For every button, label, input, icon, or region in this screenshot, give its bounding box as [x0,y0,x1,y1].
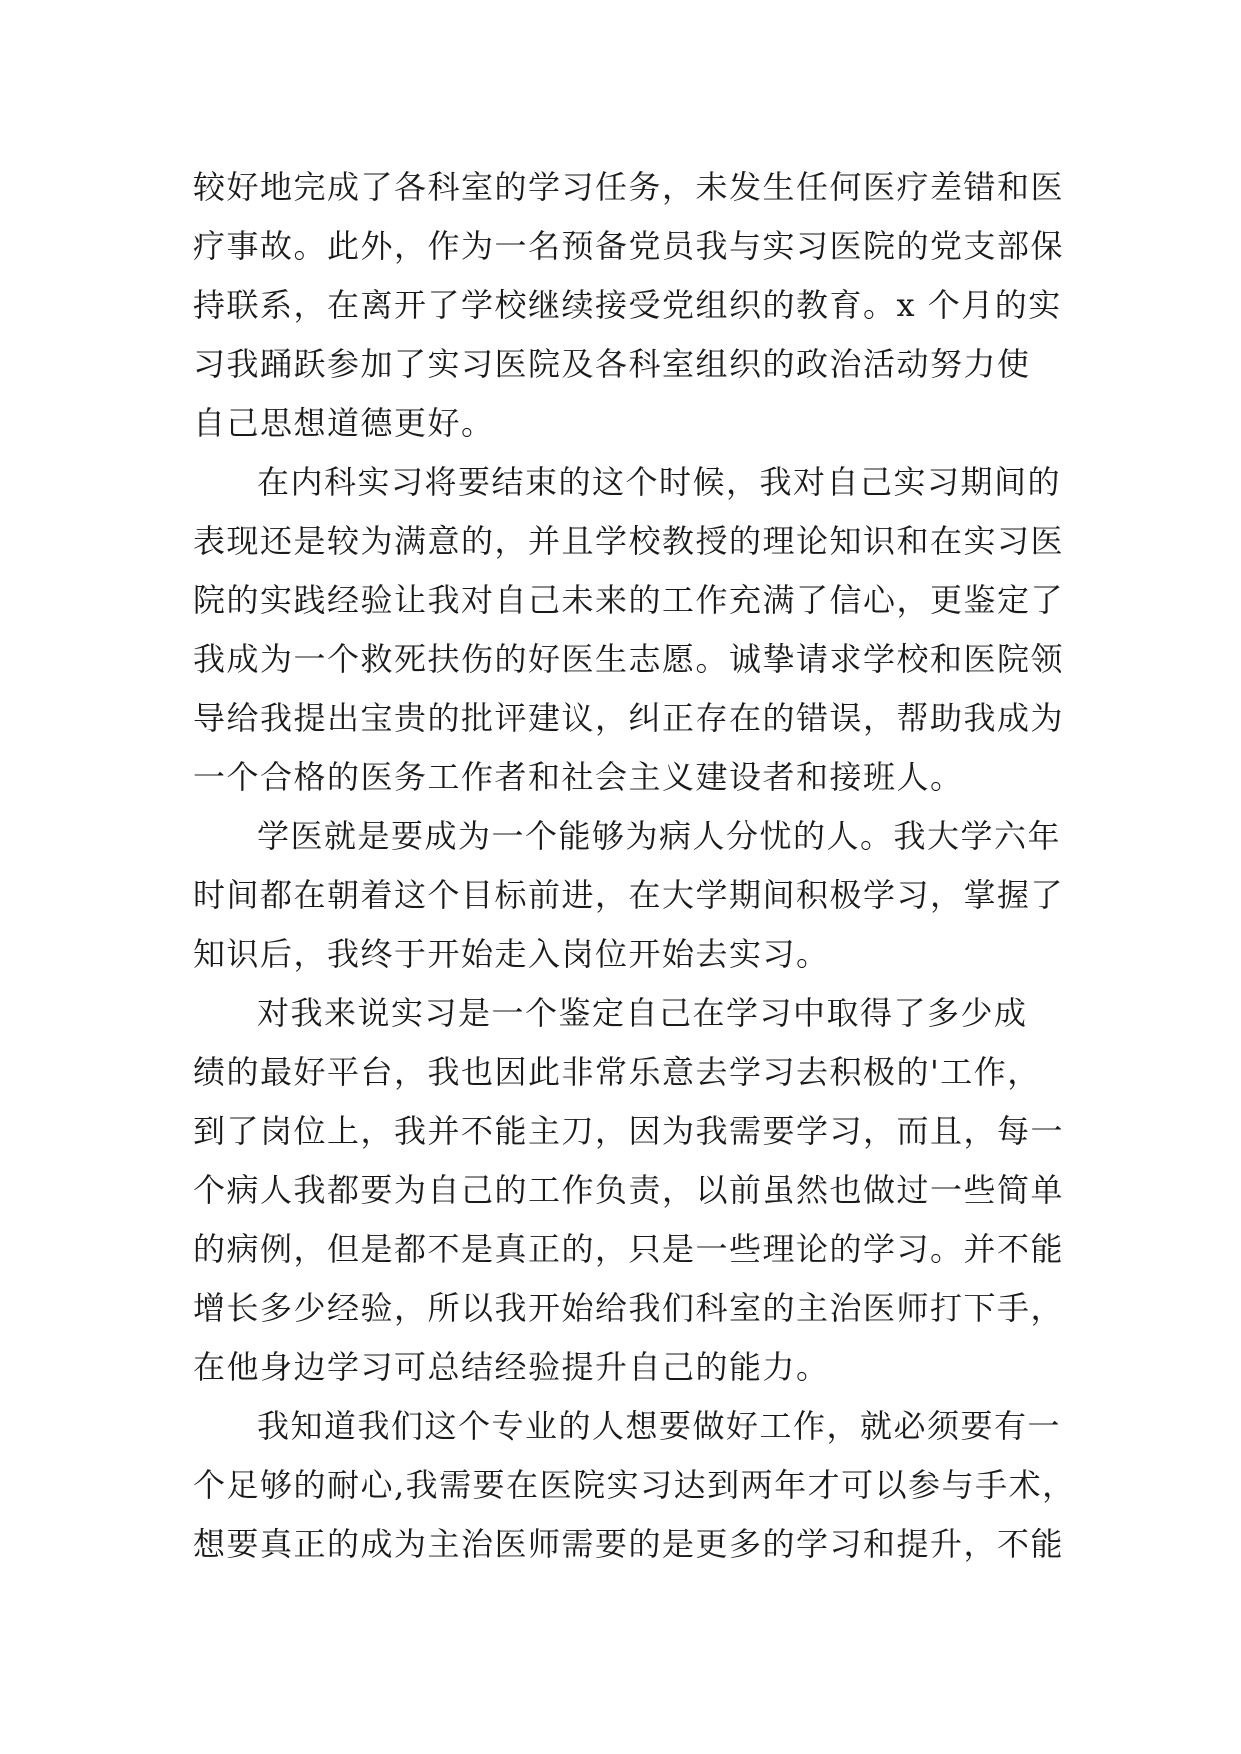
paragraph-first-line: 学医就是要成为一个能够为病人分忧的人。我大学六年 [257,817,1062,855]
text-line: 知识后，我终于开始走入岗位开始去实习。 [193,935,830,973]
body-text [193,158,1076,1574]
text-line: 院的实践经验让我对自己未来的工作充满了信心，更鉴定了 [193,581,1065,619]
text-line: 表现还是较为满意的，并且学校教授的理论知识和在实习医 [193,522,1065,560]
text-line: 持联系，在离开了学校继续接受党组织的教育。x 个月的实 [193,286,1062,324]
text-line: 一个合格的医务工作者和社会主义建设者和接班人。 [193,758,964,796]
text-line: 习我踊跃参加了实习医院及各科室组织的政治活动努力使 [193,345,1031,383]
paragraph-first-line: 在内科实习将要结束的这个时候，我对自己实习期间的 [257,463,1062,501]
text-line: 个病人我都要为自己的工作负责，以前虽然也做过一些简单 [193,1171,1065,1209]
text-line: 到了岗位上，我并不能主刀，因为我需要学习，而且，每一 [193,1112,1065,1150]
text-line: 的病例，但是都不是真正的，只是一些理论的学习。并不能 [193,1230,1065,1268]
text-line: 疗事故。此外，作为一名预备党员我与实习医院的党支部保 [193,227,1065,265]
text-line: 时间都在朝着这个目标前进，在大学期间积极学习，掌握了 [193,876,1065,914]
text-line: 个足够的耐心,我需要在医院实习达到两年才可以参与手术， [193,1466,1076,1504]
paragraph-first-line: 我知道我们这个专业的人想要做好工作，就必须要有一 [257,1407,1062,1445]
text-line: 想要真正的成为主治医师需要的是更多的学习和提升，不能 [193,1525,1065,1563]
paragraph-first-line: 对我来说实习是一个鉴定自己在学习中取得了多少成 [257,994,1028,1032]
text-line: 自己思想道德更好。 [193,404,495,442]
text-line: 导给我提出宝贵的批评建议，纠正存在的错误，帮助我成为 [193,699,1065,737]
text-line: 增长多少经验，所以我开始给我们科室的主治医师打下手， [193,1289,1065,1327]
text-line: 较好地完成了各科室的学习任务，未发生任何医疗差错和医 [193,168,1065,206]
text-line: 绩的最好平台，我也因此非常乐意去学习去积极的'工作， [193,1053,1041,1091]
text-line: 在他身边学习可总结经验提升自己的能力。 [193,1348,830,1386]
text-line: 我成为一个救死扶伤的好医生志愿。诚挚请求学校和医院领 [193,640,1065,678]
